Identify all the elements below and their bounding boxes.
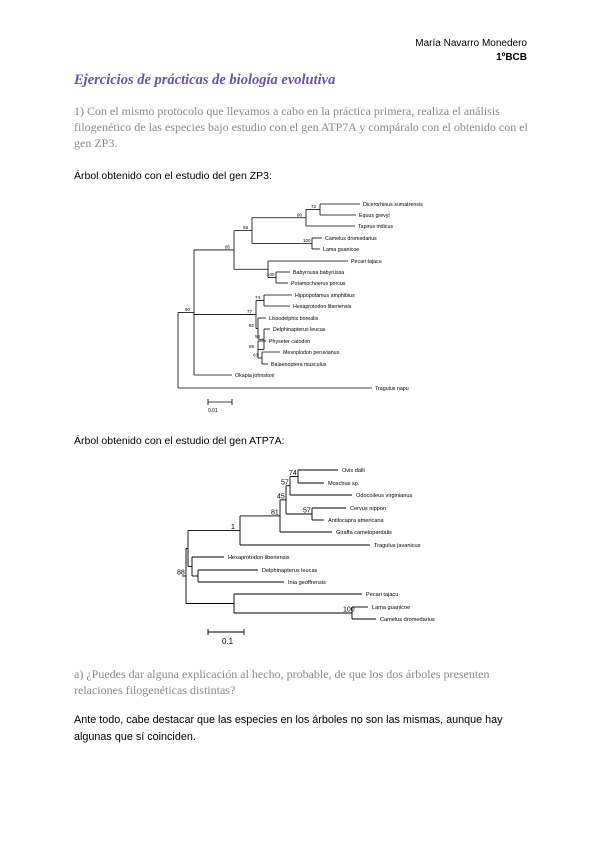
zp3-taxon-label: Dicerorhinus sumatrensis (363, 202, 423, 208)
group-label: 1ºBCB (496, 52, 527, 63)
zp3-bootstrap-value: 100 (267, 272, 275, 277)
zp3-taxon-label: Hexaprotodon liberiensis (293, 304, 352, 310)
zp3-taxon-label: Mesoplodon peruvianus (283, 350, 340, 356)
zp3-bootstrap-value: 58 (243, 225, 249, 231)
atp7a-taxon-label: Inia geoffrensis (288, 580, 326, 586)
atp7a-bootstrap-value: 57 (303, 507, 311, 515)
zp3-taxon-label: Camelus dromedarius (325, 236, 377, 242)
zp3-taxon-label: Pecari tajacu (351, 259, 382, 265)
atp7a-taxon-label: Antilocapra americana (328, 518, 384, 524)
atp7a-bootstrap-value: 45 (277, 493, 285, 501)
zp3-bootstrap-value: 72 (311, 204, 317, 209)
zp3-taxon-label: Tapirus indicus (358, 224, 394, 230)
zp3-bootstrap-value: 77 (247, 309, 253, 315)
question-a: a) ¿Puedes dar alguna explicación al hecho, probable, de que los dos árboles presenten relaciones filogenéticas distintas? (74, 667, 490, 697)
zp3-bootstrap-value: 99 (249, 344, 255, 349)
zp3-bootstrap-value: 92 (249, 323, 255, 329)
atp7a-bootstrap-value: 1 (231, 523, 235, 531)
zp3-bootstrap-value: 63 (253, 352, 259, 358)
atp7a-bootstrap-value: 81 (271, 509, 279, 517)
question-1: 1) Con el mismo protocolo que llevamos a cabo en la práctica primera, realiza el análisis filogenético de las especies bajo estudio con el gen ATP7A y compáralo con el obtenido con el gen ZP3. (74, 104, 528, 150)
zp3-bootstrap-value: 95 (225, 244, 231, 250)
atp7a-tree-branches (182, 470, 376, 619)
zp3-bootstrap-value: 90 (185, 306, 191, 312)
atp7a-taxon-label: Cervus nippon (350, 506, 387, 512)
atp7a-bootstrap-value: 74 (289, 470, 297, 477)
atp7a-taxon-label: Delphinapterus leucas (262, 568, 318, 574)
zp3-bootstrap-value: 100 (303, 238, 311, 243)
zp3-taxon-label: Potamochoerus porcus (291, 281, 346, 287)
zp3-taxon-label: Physeter catodon (269, 339, 311, 345)
zp3-tree-figure (150, 192, 456, 418)
atp7a-taxon-label: Lama guanicoe (372, 605, 411, 611)
zp3-bootstrap-value: 58 (255, 333, 261, 339)
answer-text: Ante todo, cabe destacar que las especies en los árboles no son las mismas, aunque hay algunas que sí coinciden. (74, 714, 503, 743)
zp3-taxon-label: Balaenoptera musculus (271, 362, 327, 368)
zp3-taxon-label: Equus grevyi (359, 213, 390, 219)
header-author-block (415, 37, 527, 65)
zp3-scale-label: 0.01 (208, 408, 218, 414)
zp3-taxon-label: Lama guanicoe (323, 247, 360, 253)
atp7a-bootstrap-value: 100 (343, 606, 355, 614)
page-title: Ejercicios de prácticas de biología evolutiva (74, 72, 336, 88)
atp7a-tree-figure (172, 460, 476, 655)
atp7a-taxon-label: Pecari tajacu (366, 592, 399, 598)
author-name: María Navarro Monedero (415, 38, 527, 49)
zp3-taxon-label: Tragulus napu (375, 386, 409, 392)
atp7a-taxon-label: Hexaprotodon liberiensis (228, 555, 290, 561)
caption-zp3: Árbol obtenido con el estudio del gen ZP3: (74, 170, 272, 182)
zp3-taxon-label: Okapia johnstoni (235, 373, 275, 379)
atp7a-taxon-label: Ovis dalli (342, 468, 365, 474)
atp7a-scale-label: 0.1 (222, 637, 234, 646)
atp7a-taxon-label: Camelus dromedarius (380, 617, 435, 623)
zp3-taxon-label: Babyrousa babyrussa (293, 270, 345, 276)
zp3-bootstrap-value: 90 (297, 212, 303, 218)
atp7a-bootstrap-value: 57 (281, 479, 289, 487)
atp7a-taxon-label: Odocoileus virginianus (356, 493, 413, 499)
atp7a-taxon-label: Moschus sp. (328, 481, 360, 487)
zp3-bootstrap-value: 74 (255, 295, 261, 300)
atp7a-bootstrap-value: 88 (177, 569, 185, 577)
zp3-taxon-label: Lissodelphis borealis (269, 316, 319, 322)
atp7a-taxon-label: Giraffa camelopardalis (336, 530, 392, 536)
zp3-taxon-label: Hippopotamus amphibius (295, 293, 355, 299)
zp3-taxon-label: Delphinapterus leucas (273, 327, 326, 333)
atp7a-taxon-label: Tragulus javanicus (374, 543, 421, 549)
caption-atp7a: Árbol obtenido con el estudio del gen ATP7A: (74, 435, 285, 447)
